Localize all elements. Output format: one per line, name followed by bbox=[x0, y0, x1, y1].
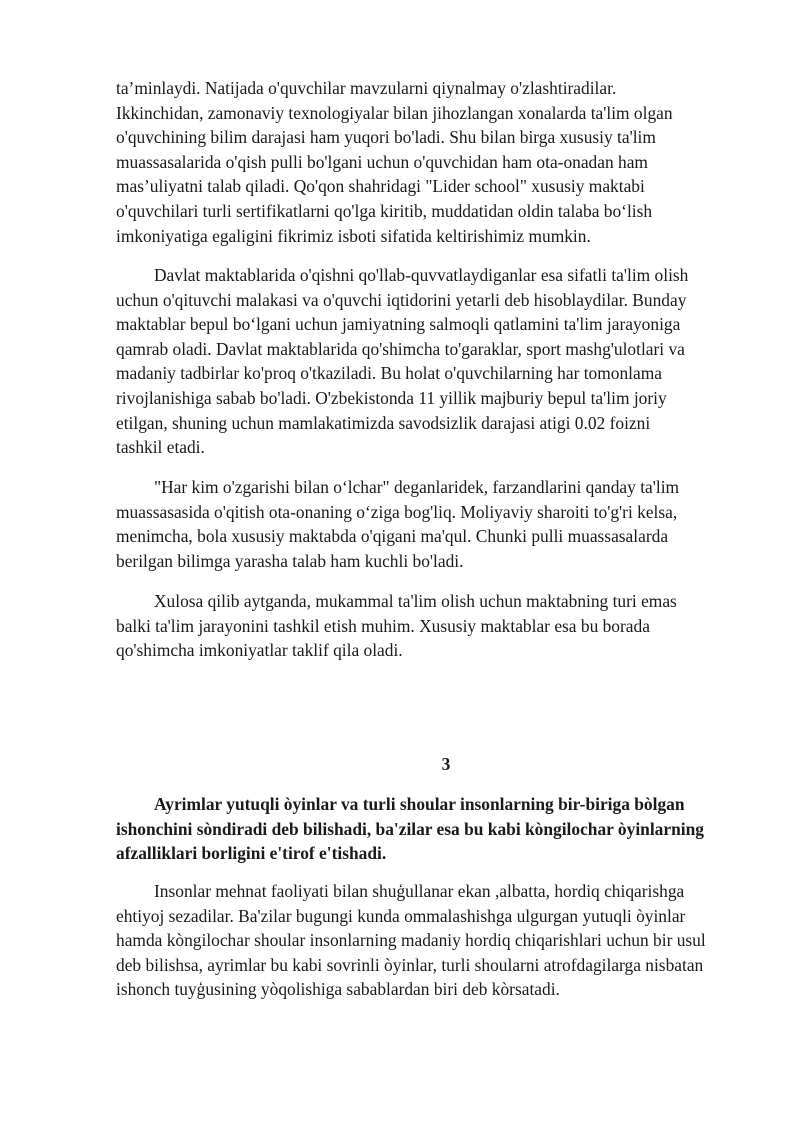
paragraph-parents-choice: "Har kim o'zgarishi bilan o‘lchar" deganlaridek, farzandlarini qanday ta'lim muassasasida o'qitish ota-onaning o‘ziga bog'liq. Moliyaviy sharoiti to'g'ri kelsa, menimcha, bola xususiy maktabda o'qigani ma'qul. Chunki pulli muassasalarda berilgan bilimga yarasha talab ham kuchli bo'ladi. bbox=[116, 477, 680, 571]
paragraph-conclusion: Xulosa qilib aytganda, mukammal ta'lim olish uchun maktabning turi emas balki ta'lim jarayonini tashkil etish muhim. Xususiy maktablar esa bu borada qo'shimcha imkoniyatlar taklif qila oladi. bbox=[116, 591, 677, 661]
paragraph-intro: Insonlar mehnat faoliyati bilan shuģullanar ekan ,albatta, hordiq chiqarishga ehtiyoj sezadilar. Ba'zilar bugungi kunda ommalashishga ulgurgan yutuqli òyinlar hamda kòngilochar shoular insonlarning madaniy hordiq chiqarishlari uchun bir usul deb bilishsa, ayrimlar bu kabi sovrinli òyinlar, turli shoularni atrofdagilarga nisbatan ishonch tuyģusining yòqolishiga sabablardan biri deb kòrsatadi. bbox=[116, 881, 706, 1000]
paragraph-continued: ta’minlaydi. Natijada o'quvchilar mavzularni qiynalmay o'zlashtiradilar. Ikkinchidan, zamonaviy texnologiyalar bilan jihozlangan xonalarda ta'lim olgan o'quvchining bilim darajasi ham yuqori bo'ladi. Shu bilan birga xususiy ta'lim muassasalarida o'qish pulli bo'lgani uchun o'quvchidan ham ota-onadan ham mas’uliyatni talab qiladi. Qo'qon shahridagi "Lider school" xususiy maktabi o'quvchilari turli sertifikatlarni qo'lga kiritib, muddatidan oldin talaba bo‘lish imkoniyatiga egaligini fikrimiz isboti sifatida keltirishimiz mumkin. bbox=[116, 78, 673, 246]
page-number: 3 bbox=[441, 754, 451, 774]
essay-heading: Ayrimlar yutuqli òyinlar va turli shoular insonlarning bir-biriga bòlgan ishonchini sòndiradi deb bilishadi, ba'zilar esa bu kabi kòngilochar òyinlarning afzalliklari borligini e'tirof e'tishadi. bbox=[116, 794, 704, 864]
paragraph-state-schools: Davlat maktablarida o'qishni qo'llab-quvvatlaydiganlar esa sifatli ta'lim olish uchun o'qituvchi malakasi va o'quvchi iqtidorini yetarli deb hisoblaydilar. Bunday maktablar bepul bo‘lgani uchun jamiyatning salmoqli qatlamini ta'lim jarayoniga qamrab oladi. Davlat maktablarida qo'shimcha to'garaklar, sport mashg'ulotlari va madaniy tadbirlar ko'proq o'tkaziladi. Bu holat o'quvchilarning har tomonlama rivojlanishiga sabab bo'ladi. O'zbekistonda 11 yillik majburiy bepul ta'lim joriy etilgan, shuning uchun mamlakatimizda savodsizlik darajasi atigi 0.02 foizni tashkil etadi. bbox=[116, 265, 689, 458]
